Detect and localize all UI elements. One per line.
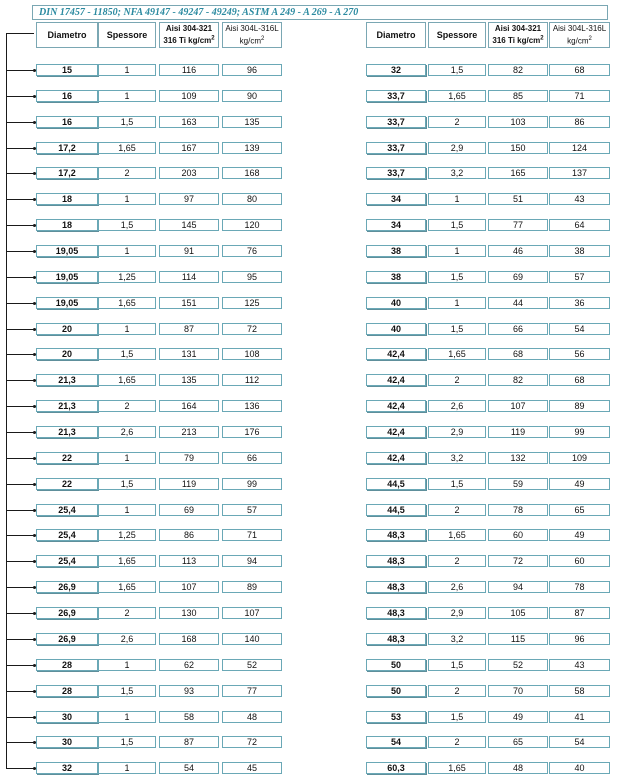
right-aisi-b-cell: 36 — [549, 297, 610, 309]
right-thickness-cell: 2 — [428, 504, 486, 516]
right-aisi-a-cell: 69 — [488, 271, 548, 283]
right-diameter-cell: 50 — [366, 685, 426, 697]
left-diameter-cell: 26,9 — [36, 607, 98, 619]
left-diameter-cell: 17,2 — [36, 142, 98, 154]
left-thickness-cell: 1,65 — [98, 142, 156, 154]
right-thickness-cell: 2,6 — [428, 581, 486, 593]
right-aisi-a-cell: 103 — [488, 116, 548, 128]
left-diameter-cell: 26,9 — [36, 633, 98, 645]
left-thickness-cell: 1,5 — [98, 348, 156, 360]
left-diameter-cell: 19,05 — [36, 245, 98, 257]
right-thickness-cell: 1 — [428, 245, 486, 257]
row-connector — [6, 96, 36, 97]
left-aisi-b-cell: 125 — [222, 297, 282, 309]
right-aisi-b-cell: 99 — [549, 426, 610, 438]
header-aisi-a-left — [159, 22, 219, 48]
right-aisi-b-cell: 137 — [549, 167, 610, 179]
left-thickness-cell: 1 — [98, 64, 156, 76]
right-aisi-a-cell: 48 — [488, 762, 548, 774]
right-thickness-cell: 2,6 — [428, 400, 486, 412]
right-aisi-a-cell: 78 — [488, 504, 548, 516]
left-diameter-cell: 21,3 — [36, 374, 98, 386]
row-connector — [6, 639, 36, 640]
left-aisi-a-cell: 54 — [159, 762, 219, 774]
right-aisi-b-cell: 109 — [549, 452, 610, 464]
left-aisi-b-cell: 176 — [222, 426, 282, 438]
left-aisi-a-cell: 93 — [159, 685, 219, 697]
row-connector — [6, 354, 36, 355]
right-aisi-a-cell: 119 — [488, 426, 548, 438]
right-thickness-cell: 3,2 — [428, 452, 486, 464]
left-aisi-b-cell: 140 — [222, 633, 282, 645]
row-connector — [6, 329, 36, 330]
left-thickness-cell: 1,5 — [98, 736, 156, 748]
right-aisi-b-cell: 43 — [549, 193, 610, 205]
left-aisi-b-cell: 95 — [222, 271, 282, 283]
right-thickness-cell: 2 — [428, 374, 486, 386]
left-diameter-cell: 16 — [36, 90, 98, 102]
left-thickness-cell: 1,65 — [98, 581, 156, 593]
header-aisi-b-left-line1: Aisi 304L-316L — [225, 23, 279, 33]
header-aisi-b-right-exp: 2 — [588, 35, 592, 42]
header-aisi-b-left-line2: kg/cm — [239, 36, 261, 46]
right-aisi-b-cell: 68 — [549, 64, 610, 76]
left-thickness-cell: 2 — [98, 167, 156, 179]
right-aisi-a-cell: 107 — [488, 400, 548, 412]
right-aisi-b-cell: 68 — [549, 374, 610, 386]
right-aisi-b-cell: 57 — [549, 271, 610, 283]
left-aisi-a-cell: 87 — [159, 323, 219, 335]
right-diameter-cell: 48,3 — [366, 555, 426, 567]
left-aisi-b-cell: 139 — [222, 142, 282, 154]
left-aisi-a-cell: 109 — [159, 90, 219, 102]
row-connector — [6, 587, 36, 588]
right-aisi-a-cell: 132 — [488, 452, 548, 464]
header-thickness-right — [428, 22, 486, 48]
right-diameter-cell: 48,3 — [366, 529, 426, 541]
left-aisi-b-cell: 45 — [222, 762, 282, 774]
right-diameter-cell: 38 — [366, 245, 426, 257]
left-aisi-b-cell: 76 — [222, 245, 282, 257]
right-aisi-a-cell: 115 — [488, 633, 548, 645]
right-diameter-cell: 54 — [366, 736, 426, 748]
row-connector — [6, 380, 36, 381]
left-thickness-cell: 1 — [98, 245, 156, 257]
row-connector — [6, 70, 36, 71]
left-aisi-a-cell: 151 — [159, 297, 219, 309]
header-diameter-left-label: Diametro — [47, 30, 87, 40]
right-thickness-cell: 1,65 — [428, 348, 486, 360]
row-connector — [6, 148, 36, 149]
left-thickness-cell: 1,5 — [98, 478, 156, 490]
right-aisi-a-cell: 68 — [488, 348, 548, 360]
left-aisi-a-cell: 168 — [159, 633, 219, 645]
header-diameter-left — [36, 22, 98, 48]
right-aisi-b-cell: 54 — [549, 736, 610, 748]
left-aisi-a-cell: 130 — [159, 607, 219, 619]
right-aisi-a-cell: 60 — [488, 529, 548, 541]
right-thickness-cell: 1 — [428, 297, 486, 309]
left-aisi-b-cell: 120 — [222, 219, 282, 231]
left-thickness-cell: 1 — [98, 659, 156, 671]
left-aisi-a-cell: 62 — [159, 659, 219, 671]
row-spine-top — [6, 33, 34, 34]
left-aisi-b-cell: 89 — [222, 581, 282, 593]
left-aisi-b-cell: 71 — [222, 529, 282, 541]
left-aisi-b-cell: 94 — [222, 555, 282, 567]
left-diameter-cell: 28 — [36, 659, 98, 671]
left-diameter-cell: 30 — [36, 736, 98, 748]
header-aisi-a-left-line1: Aisi 304-321 — [165, 23, 213, 33]
left-aisi-b-cell: 57 — [222, 504, 282, 516]
row-connector — [6, 199, 36, 200]
left-diameter-cell: 32 — [36, 762, 98, 774]
left-aisi-b-cell: 108 — [222, 348, 282, 360]
standards-title: DIN 17457 - 11850; NFA 49147 - 49247 - 49249; ASTM A 249 - A 269 - A 270 — [39, 7, 359, 18]
row-connector — [6, 432, 36, 433]
left-aisi-b-cell: 66 — [222, 452, 282, 464]
left-aisi-b-cell: 90 — [222, 90, 282, 102]
right-thickness-cell: 2 — [428, 685, 486, 697]
row-connector — [6, 535, 36, 536]
left-thickness-cell: 1,5 — [98, 685, 156, 697]
left-thickness-cell: 2,6 — [98, 633, 156, 645]
left-thickness-cell: 1,5 — [98, 219, 156, 231]
right-diameter-cell: 32 — [366, 64, 426, 76]
left-thickness-cell: 1 — [98, 762, 156, 774]
header-diameter-right — [366, 22, 426, 48]
left-aisi-a-cell: 91 — [159, 245, 219, 257]
left-thickness-cell: 1,65 — [98, 374, 156, 386]
left-diameter-cell: 25,4 — [36, 529, 98, 541]
header-aisi-a-right — [488, 22, 548, 48]
left-diameter-cell: 16 — [36, 116, 98, 128]
header-aisi-b-left-exp: 2 — [261, 35, 265, 42]
right-aisi-b-cell: 71 — [549, 90, 610, 102]
row-connector — [6, 613, 36, 614]
right-aisi-b-cell: 43 — [549, 659, 610, 671]
left-diameter-cell: 30 — [36, 711, 98, 723]
right-thickness-cell: 1,5 — [428, 64, 486, 76]
right-thickness-cell: 2 — [428, 736, 486, 748]
right-diameter-cell: 42,4 — [366, 348, 426, 360]
left-diameter-cell: 20 — [36, 323, 98, 335]
right-aisi-a-cell: 49 — [488, 711, 548, 723]
left-diameter-cell: 21,3 — [36, 400, 98, 412]
row-connector — [6, 173, 36, 174]
left-aisi-b-cell: 52 — [222, 659, 282, 671]
left-aisi-a-cell: 113 — [159, 555, 219, 567]
left-aisi-a-cell: 163 — [159, 116, 219, 128]
right-aisi-a-cell: 85 — [488, 90, 548, 102]
right-aisi-a-cell: 52 — [488, 659, 548, 671]
left-aisi-b-cell: 77 — [222, 685, 282, 697]
left-diameter-cell: 20 — [36, 348, 98, 360]
right-thickness-cell: 1 — [428, 193, 486, 205]
header-aisi-b-right — [549, 22, 610, 48]
left-aisi-b-cell: 99 — [222, 478, 282, 490]
header-thickness-left — [98, 22, 156, 48]
right-thickness-cell: 2 — [428, 116, 486, 128]
left-aisi-b-cell: 112 — [222, 374, 282, 386]
left-aisi-a-cell: 213 — [159, 426, 219, 438]
header-thickness-right-label: Spessore — [436, 30, 478, 40]
left-aisi-b-cell: 72 — [222, 736, 282, 748]
row-connector — [6, 510, 36, 511]
row-spine-line — [6, 33, 7, 768]
left-thickness-cell: 1,65 — [98, 555, 156, 567]
right-aisi-b-cell: 87 — [549, 607, 610, 619]
left-diameter-cell: 22 — [36, 478, 98, 490]
row-connector — [6, 277, 36, 278]
left-thickness-cell: 2 — [98, 607, 156, 619]
right-diameter-cell: 33,7 — [366, 116, 426, 128]
right-diameter-cell: 38 — [366, 271, 426, 283]
left-thickness-cell: 1,25 — [98, 529, 156, 541]
row-connector — [6, 717, 36, 718]
left-thickness-cell: 1 — [98, 90, 156, 102]
right-aisi-b-cell: 65 — [549, 504, 610, 516]
row-connector — [6, 303, 36, 304]
header-aisi-a-right-line1: Aisi 304-321 — [494, 23, 542, 33]
left-aisi-b-cell: 107 — [222, 607, 282, 619]
left-thickness-cell: 1 — [98, 504, 156, 516]
right-aisi-a-cell: 44 — [488, 297, 548, 309]
row-connector — [6, 691, 36, 692]
right-aisi-a-cell: 51 — [488, 193, 548, 205]
header-aisi-a-left-line2: 316 Ti kg/cm — [163, 36, 212, 46]
right-aisi-b-cell: 78 — [549, 581, 610, 593]
right-diameter-cell: 34 — [366, 193, 426, 205]
right-aisi-b-cell: 56 — [549, 348, 610, 360]
header-aisi-a-left-exp: 2 — [211, 35, 215, 42]
left-diameter-cell: 22 — [36, 452, 98, 464]
right-aisi-a-cell: 105 — [488, 607, 548, 619]
right-aisi-b-cell: 49 — [549, 529, 610, 541]
left-diameter-cell: 25,4 — [36, 504, 98, 516]
left-diameter-cell: 15 — [36, 64, 98, 76]
left-aisi-a-cell: 107 — [159, 581, 219, 593]
header-aisi-b-right-line2: kg/cm — [567, 36, 589, 46]
header-aisi-a-right-exp: 2 — [540, 35, 544, 42]
right-thickness-cell: 1,5 — [428, 659, 486, 671]
row-connector — [6, 768, 36, 769]
left-aisi-b-cell: 135 — [222, 116, 282, 128]
right-thickness-cell: 1,5 — [428, 711, 486, 723]
right-thickness-cell: 1,5 — [428, 478, 486, 490]
left-diameter-cell: 26,9 — [36, 581, 98, 593]
left-aisi-a-cell: 145 — [159, 219, 219, 231]
right-aisi-b-cell: 60 — [549, 555, 610, 567]
right-aisi-a-cell: 77 — [488, 219, 548, 231]
right-thickness-cell: 2,9 — [428, 426, 486, 438]
right-thickness-cell: 1,65 — [428, 90, 486, 102]
right-diameter-cell: 42,4 — [366, 452, 426, 464]
left-aisi-a-cell: 116 — [159, 64, 219, 76]
row-connector — [6, 742, 36, 743]
left-aisi-a-cell: 86 — [159, 529, 219, 541]
right-thickness-cell: 2,9 — [428, 142, 486, 154]
right-diameter-cell: 42,4 — [366, 426, 426, 438]
left-diameter-cell: 21,3 — [36, 426, 98, 438]
header-diameter-right-label: Diametro — [376, 30, 416, 40]
right-aisi-b-cell: 54 — [549, 323, 610, 335]
right-aisi-a-cell: 70 — [488, 685, 548, 697]
left-aisi-a-cell: 131 — [159, 348, 219, 360]
right-aisi-a-cell: 46 — [488, 245, 548, 257]
right-aisi-b-cell: 58 — [549, 685, 610, 697]
left-aisi-b-cell: 80 — [222, 193, 282, 205]
left-aisi-a-cell: 203 — [159, 167, 219, 179]
left-thickness-cell: 1 — [98, 323, 156, 335]
left-diameter-cell: 19,05 — [36, 297, 98, 309]
left-thickness-cell: 1,25 — [98, 271, 156, 283]
left-diameter-cell: 19,05 — [36, 271, 98, 283]
left-diameter-cell: 25,4 — [36, 555, 98, 567]
right-thickness-cell: 1,65 — [428, 529, 486, 541]
left-thickness-cell: 1,5 — [98, 116, 156, 128]
left-thickness-cell: 2 — [98, 400, 156, 412]
right-aisi-a-cell: 59 — [488, 478, 548, 490]
right-diameter-cell: 42,4 — [366, 400, 426, 412]
left-aisi-a-cell: 119 — [159, 478, 219, 490]
right-diameter-cell: 42,4 — [366, 374, 426, 386]
right-thickness-cell: 3,2 — [428, 167, 486, 179]
row-connector — [6, 251, 36, 252]
right-aisi-a-cell: 150 — [488, 142, 548, 154]
left-aisi-b-cell: 168 — [222, 167, 282, 179]
left-aisi-a-cell: 87 — [159, 736, 219, 748]
left-diameter-cell: 28 — [36, 685, 98, 697]
right-aisi-b-cell: 40 — [549, 762, 610, 774]
right-thickness-cell: 1,65 — [428, 762, 486, 774]
left-aisi-a-cell: 79 — [159, 452, 219, 464]
right-aisi-b-cell: 124 — [549, 142, 610, 154]
left-aisi-b-cell: 72 — [222, 323, 282, 335]
right-diameter-cell: 48,3 — [366, 633, 426, 645]
right-aisi-a-cell: 165 — [488, 167, 548, 179]
right-diameter-cell: 48,3 — [366, 607, 426, 619]
right-diameter-cell: 44,5 — [366, 504, 426, 516]
left-thickness-cell: 1 — [98, 452, 156, 464]
right-aisi-b-cell: 96 — [549, 633, 610, 645]
left-thickness-cell: 1,65 — [98, 297, 156, 309]
header-aisi-a-right-line2: 316 Ti kg/cm — [492, 36, 541, 46]
right-thickness-cell: 2,9 — [428, 607, 486, 619]
left-aisi-a-cell: 69 — [159, 504, 219, 516]
left-diameter-cell: 18 — [36, 219, 98, 231]
left-aisi-a-cell: 167 — [159, 142, 219, 154]
right-diameter-cell: 33,7 — [366, 167, 426, 179]
right-thickness-cell: 1,5 — [428, 271, 486, 283]
header-aisi-b-left — [222, 22, 282, 48]
left-thickness-cell: 2,6 — [98, 426, 156, 438]
right-diameter-cell: 53 — [366, 711, 426, 723]
right-diameter-cell: 50 — [366, 659, 426, 671]
header-thickness-left-label: Spessore — [106, 30, 148, 40]
left-thickness-cell: 1 — [98, 711, 156, 723]
left-diameter-cell: 18 — [36, 193, 98, 205]
right-diameter-cell: 40 — [366, 297, 426, 309]
right-aisi-a-cell: 82 — [488, 374, 548, 386]
left-aisi-a-cell: 58 — [159, 711, 219, 723]
left-aisi-a-cell: 97 — [159, 193, 219, 205]
right-aisi-b-cell: 64 — [549, 219, 610, 231]
right-thickness-cell: 2 — [428, 555, 486, 567]
right-aisi-a-cell: 82 — [488, 64, 548, 76]
right-diameter-cell: 33,7 — [366, 90, 426, 102]
row-connector — [6, 561, 36, 562]
right-aisi-b-cell: 41 — [549, 711, 610, 723]
right-aisi-a-cell: 72 — [488, 555, 548, 567]
left-aisi-b-cell: 136 — [222, 400, 282, 412]
right-diameter-cell: 60,3 — [366, 762, 426, 774]
right-diameter-cell: 48,3 — [366, 581, 426, 593]
right-thickness-cell: 1,5 — [428, 323, 486, 335]
header-aisi-b-right-line1: Aisi 304L-316L — [552, 23, 607, 33]
left-aisi-b-cell: 48 — [222, 711, 282, 723]
title-bar — [32, 5, 608, 20]
right-diameter-cell: 33,7 — [366, 142, 426, 154]
left-thickness-cell: 1 — [98, 193, 156, 205]
right-aisi-b-cell: 38 — [549, 245, 610, 257]
row-connector — [6, 458, 36, 459]
row-connector — [6, 122, 36, 123]
left-diameter-cell: 17,2 — [36, 167, 98, 179]
right-thickness-cell: 1,5 — [428, 219, 486, 231]
right-aisi-a-cell: 66 — [488, 323, 548, 335]
right-aisi-b-cell: 49 — [549, 478, 610, 490]
right-aisi-b-cell: 89 — [549, 400, 610, 412]
right-thickness-cell: 3,2 — [428, 633, 486, 645]
left-aisi-b-cell: 96 — [222, 64, 282, 76]
left-aisi-a-cell: 135 — [159, 374, 219, 386]
left-aisi-a-cell: 114 — [159, 271, 219, 283]
right-diameter-cell: 34 — [366, 219, 426, 231]
right-diameter-cell: 44,5 — [366, 478, 426, 490]
row-connector — [6, 484, 36, 485]
right-aisi-b-cell: 86 — [549, 116, 610, 128]
right-diameter-cell: 40 — [366, 323, 426, 335]
right-aisi-a-cell: 65 — [488, 736, 548, 748]
row-connector — [6, 225, 36, 226]
row-connector — [6, 665, 36, 666]
right-aisi-a-cell: 94 — [488, 581, 548, 593]
left-aisi-a-cell: 164 — [159, 400, 219, 412]
row-connector — [6, 406, 36, 407]
